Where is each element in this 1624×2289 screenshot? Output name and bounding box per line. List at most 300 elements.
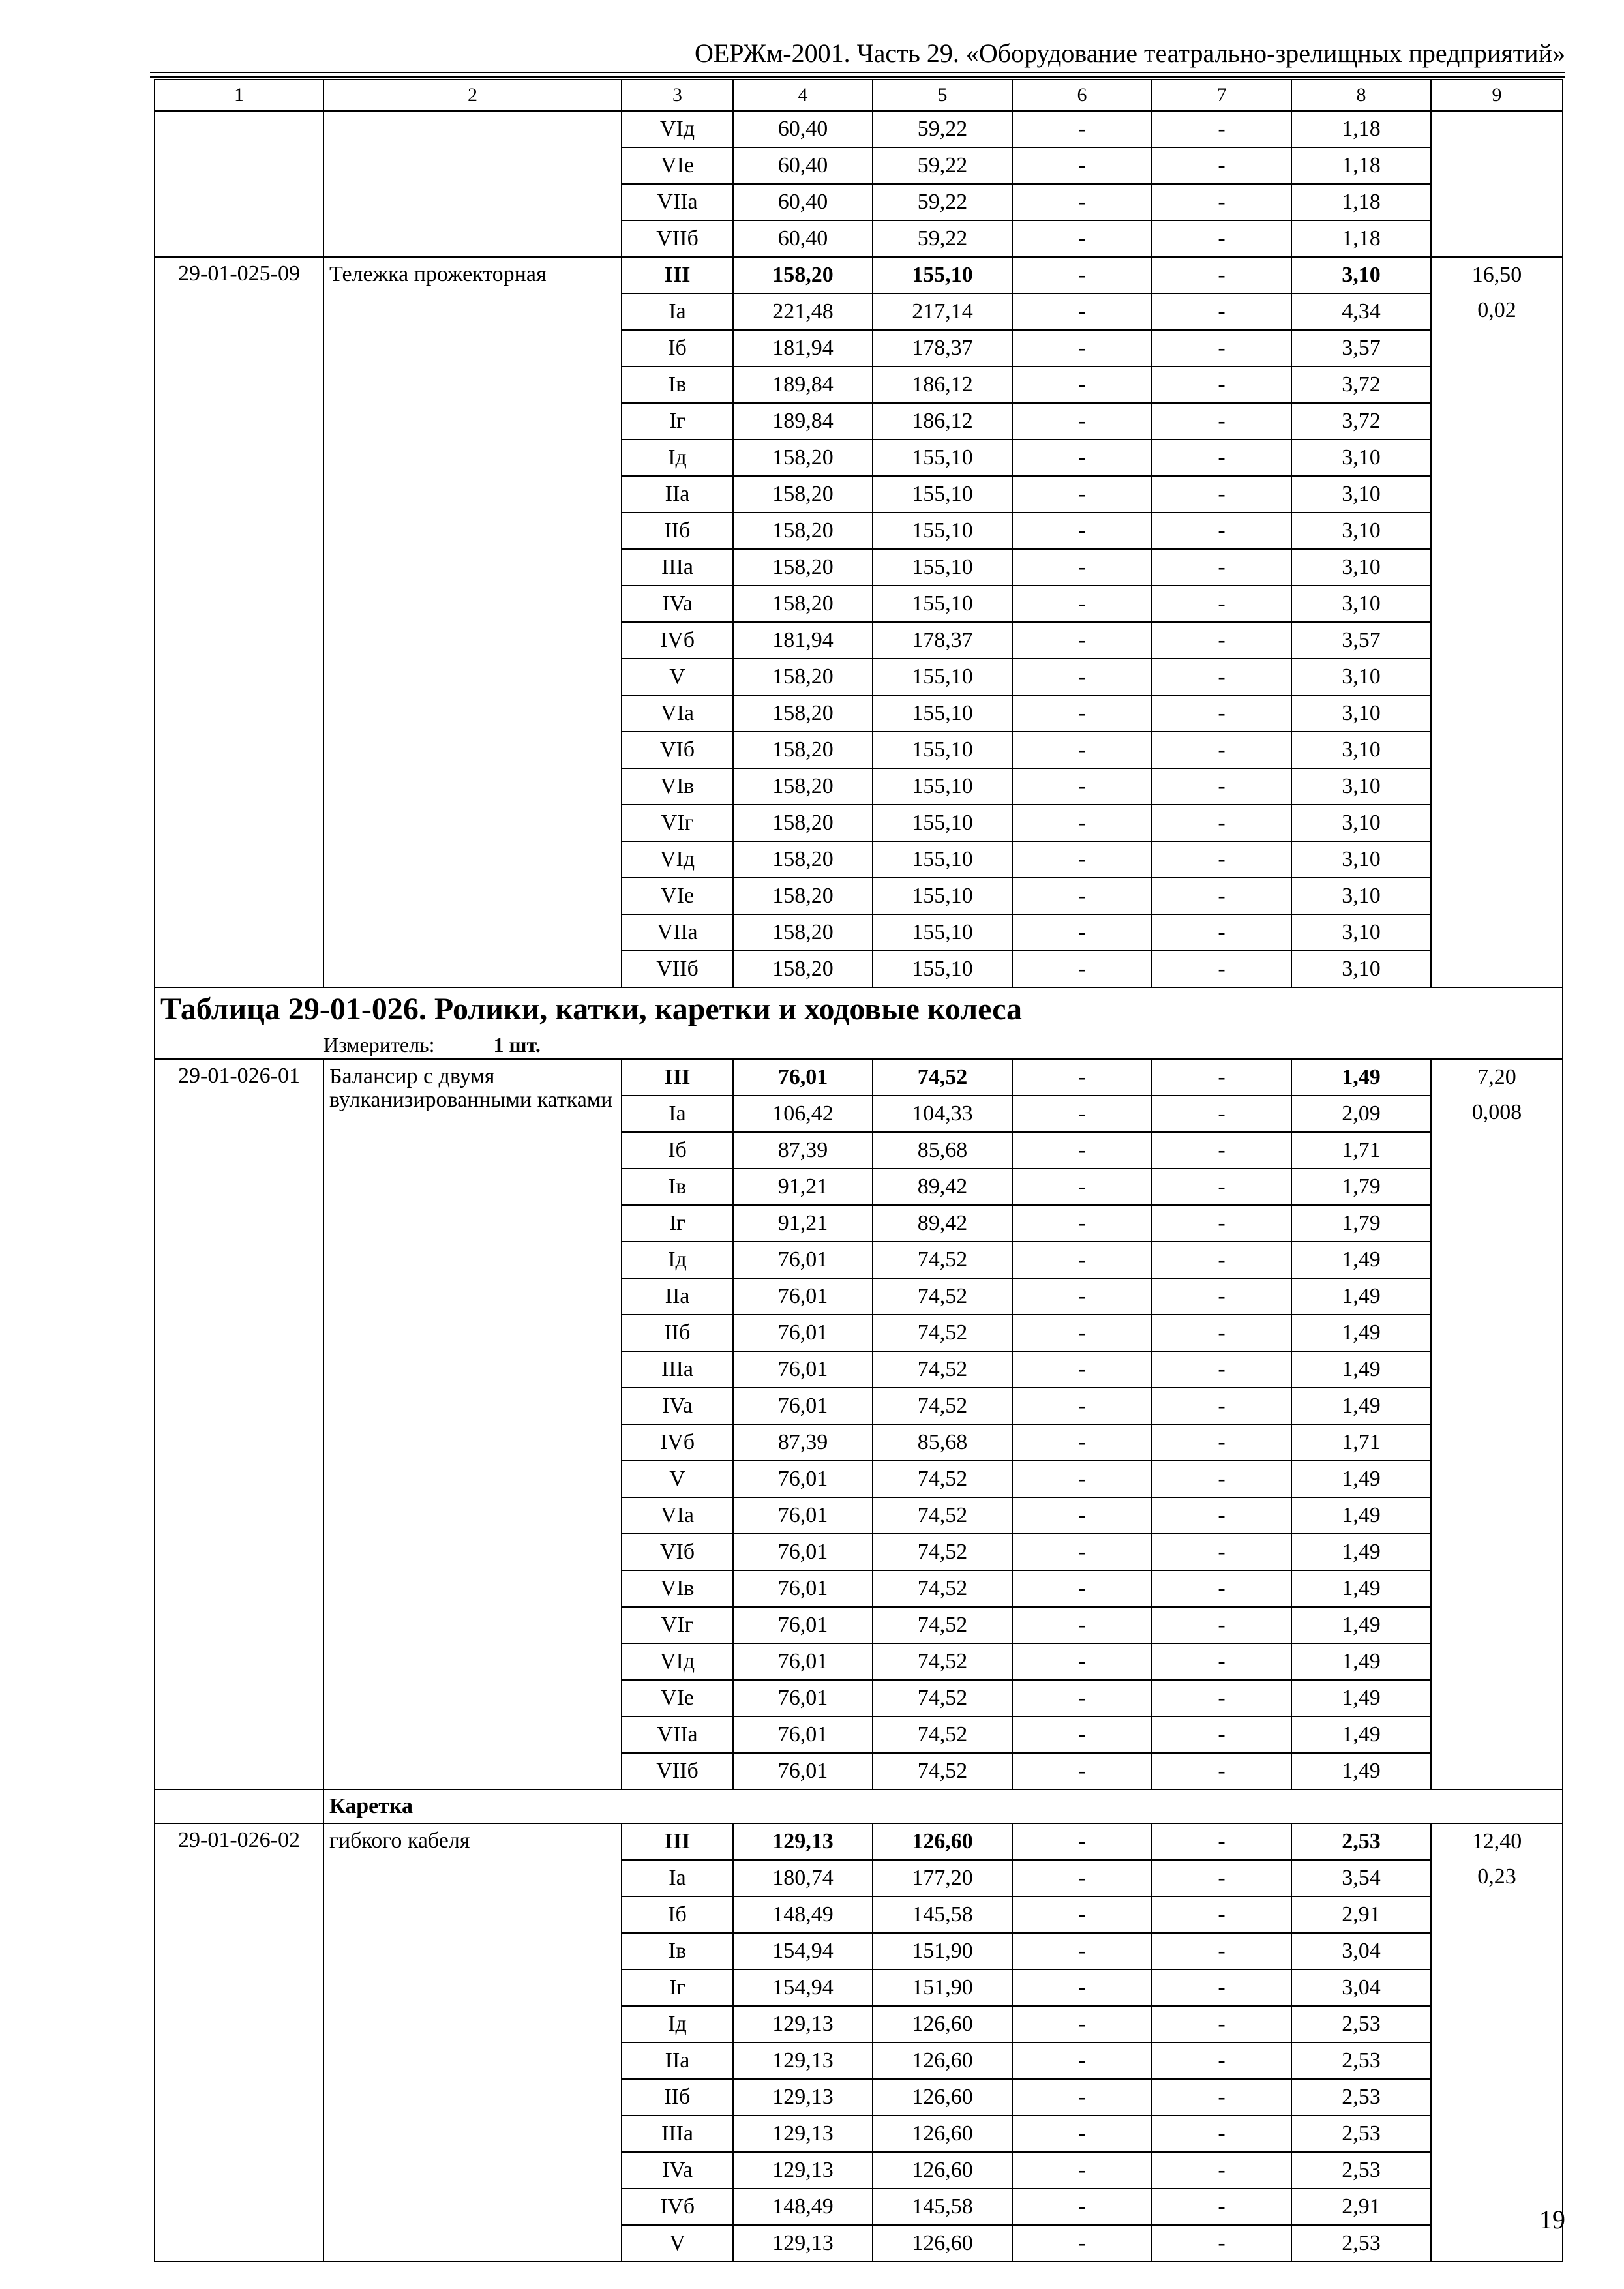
value-cell: - [1152, 184, 1291, 220]
value-cell: - [1152, 1534, 1291, 1570]
value-cell: 151,90 [873, 1933, 1012, 1969]
value-cell: - [1152, 1969, 1291, 2006]
value-cell: - [1012, 147, 1152, 184]
value-cell: - [1152, 2152, 1291, 2189]
value-cell: 3,54 [1291, 1860, 1431, 1896]
value-cell: - [1152, 805, 1291, 841]
value-cell: 76,01 [733, 1315, 873, 1351]
value-cell: 158,20 [733, 878, 873, 914]
value-cell: - [1152, 1933, 1291, 1969]
value-cell: III [622, 1059, 733, 1096]
value-cell: - [1012, 951, 1152, 987]
value-cell: VIa [622, 695, 733, 732]
value-cell: VIIб [622, 220, 733, 257]
value-cell: - [1012, 841, 1152, 878]
value-cell: - [1012, 293, 1152, 330]
value-cell: 74,52 [873, 1753, 1012, 1789]
value-cell: 3,10 [1291, 914, 1431, 951]
value-cell: 74,52 [873, 1607, 1012, 1643]
value-cell: 76,01 [733, 1059, 873, 1096]
value-cell: 2,53 [1291, 1823, 1431, 1860]
header-rule-bottom [150, 76, 1565, 78]
value-cell: 155,10 [873, 476, 1012, 513]
value-cell: - [1012, 1570, 1152, 1607]
value-cell: 3,10 [1291, 476, 1431, 513]
value-cell: 1,49 [1291, 1315, 1431, 1351]
value-cell: 148,49 [733, 2189, 873, 2225]
value-cell: - [1012, 367, 1152, 403]
value-cell: Iд [622, 2006, 733, 2042]
value-cell: 180,74 [733, 1860, 873, 1896]
value-cell: - [1152, 1860, 1291, 1896]
value-cell: 60,40 [733, 147, 873, 184]
value-cell: Iд [622, 1242, 733, 1278]
value-cell: 3,10 [1291, 768, 1431, 805]
value-cell: 155,10 [873, 513, 1012, 549]
value-cell: - [1152, 1059, 1291, 1096]
value-cell: 1,18 [1291, 111, 1431, 147]
value-cell: - [1152, 1169, 1291, 1205]
value-cell: - [1152, 257, 1291, 293]
value-cell: 155,10 [873, 841, 1012, 878]
table-row [155, 111, 1563, 147]
value-cell: - [1152, 1570, 1291, 1607]
value-cell: - [1012, 1096, 1152, 1132]
value-cell: - [1012, 2079, 1152, 2116]
value-cell: IVб [622, 622, 733, 659]
value-cell: - [1012, 732, 1152, 768]
value-cell: - [1152, 732, 1291, 768]
value-cell: Iд [622, 440, 733, 476]
subheading-row [155, 1789, 1563, 1823]
value-cell: 217,14 [873, 293, 1012, 330]
value-cell: 89,42 [873, 1205, 1012, 1242]
value-cell: Iв [622, 367, 733, 403]
value-cell: Ia [622, 1096, 733, 1132]
value-cell: - [1152, 1424, 1291, 1461]
name-cell [323, 111, 622, 257]
value-cell: 74,52 [873, 1680, 1012, 1716]
value-cell: - [1152, 440, 1291, 476]
value-cell: - [1012, 1315, 1152, 1351]
value-cell: 158,20 [733, 476, 873, 513]
value-cell: 3,10 [1291, 732, 1431, 768]
value-cell: 91,21 [733, 1169, 873, 1205]
value-cell: - [1012, 1643, 1152, 1680]
value-cell: - [1012, 914, 1152, 951]
column-number-cell: 6 [1012, 80, 1152, 111]
value-cell: 1,79 [1291, 1205, 1431, 1242]
table-row [155, 1059, 1563, 1096]
value-cell: 1,49 [1291, 1278, 1431, 1315]
value-cell: Iб [622, 1132, 733, 1169]
value-cell: 155,10 [873, 586, 1012, 622]
value-cell: 76,01 [733, 1461, 873, 1497]
value-cell: - [1012, 1680, 1152, 1716]
value-cell: 189,84 [733, 403, 873, 440]
value-cell: 74,52 [873, 1242, 1012, 1278]
value-cell: 1,49 [1291, 1607, 1431, 1643]
value-cell: - [1152, 1205, 1291, 1242]
value-cell: 76,01 [733, 1680, 873, 1716]
value-cell: 178,37 [873, 330, 1012, 367]
value-cell: 126,60 [873, 1823, 1012, 1860]
value-cell: V [622, 659, 733, 695]
value-cell: 74,52 [873, 1461, 1012, 1497]
value-cell: 104,33 [873, 1096, 1012, 1132]
value-cell: 3,10 [1291, 257, 1431, 293]
value-cell: - [1152, 659, 1291, 695]
value-cell: 74,52 [873, 1351, 1012, 1388]
code-cell: 29-01-026-01 [155, 1059, 323, 1789]
rates-table-body [155, 80, 1563, 2262]
value-cell: 74,52 [873, 1643, 1012, 1680]
value-cell: IIa [622, 2042, 733, 2079]
column-number-cell: 2 [323, 80, 622, 111]
value-cell: - [1152, 367, 1291, 403]
meter-rest [733, 1031, 1563, 1059]
value-cell: - [1152, 1823, 1291, 1860]
value-cell: 2,53 [1291, 2152, 1431, 2189]
value-cell: VIд [622, 841, 733, 878]
value-cell: 148,49 [733, 1896, 873, 1933]
column-number-cell: 7 [1152, 80, 1291, 111]
value-cell: 155,10 [873, 732, 1012, 768]
value-cell: 74,52 [873, 1059, 1012, 1096]
col9-value: 0,008 [1471, 1100, 1522, 1124]
value-cell: 60,40 [733, 111, 873, 147]
table-title: Таблица 29-01-026. Ролики, катки, каретки и ходовые колеса [155, 987, 1563, 1031]
col9-cell [1431, 1823, 1563, 2262]
value-cell: - [1012, 440, 1152, 476]
value-cell: 145,58 [873, 1896, 1012, 1933]
col9-value: 7,20 [1477, 1065, 1516, 1089]
value-cell: - [1152, 549, 1291, 586]
value-cell: - [1012, 549, 1152, 586]
value-cell: - [1152, 403, 1291, 440]
value-cell: - [1012, 476, 1152, 513]
value-cell: 2,53 [1291, 2079, 1431, 2116]
value-cell: 158,20 [733, 951, 873, 987]
value-cell: - [1012, 1823, 1152, 1860]
value-cell: 129,13 [733, 2116, 873, 2152]
value-cell: - [1012, 1753, 1152, 1789]
value-cell: 76,01 [733, 1497, 873, 1534]
value-cell: 155,10 [873, 768, 1012, 805]
value-cell: IIa [622, 1278, 733, 1315]
value-cell: - [1012, 622, 1152, 659]
column-number-cell: 4 [733, 80, 873, 111]
value-cell: IVa [622, 586, 733, 622]
value-cell: - [1152, 2042, 1291, 2079]
value-cell: 155,10 [873, 257, 1012, 293]
value-cell: 155,10 [873, 659, 1012, 695]
col9-cell [1431, 1059, 1563, 1789]
code-cell: 29-01-026-02 [155, 1823, 323, 2262]
value-cell: - [1152, 476, 1291, 513]
value-cell: 158,20 [733, 732, 873, 768]
value-cell: 129,13 [733, 1823, 873, 1860]
value-cell: 126,60 [873, 2079, 1012, 2116]
value-cell: - [1012, 1497, 1152, 1534]
value-cell: 85,68 [873, 1132, 1012, 1169]
value-cell: VIв [622, 768, 733, 805]
value-cell: 76,01 [733, 1570, 873, 1607]
value-cell: 76,01 [733, 1351, 873, 1388]
value-cell: Iб [622, 1896, 733, 1933]
value-cell: 76,01 [733, 1242, 873, 1278]
value-cell: 3,10 [1291, 951, 1431, 987]
value-cell: 154,94 [733, 1933, 873, 1969]
value-cell: - [1012, 1132, 1152, 1169]
value-cell: Ia [622, 293, 733, 330]
value-cell: 129,13 [733, 2006, 873, 2042]
value-cell: 155,10 [873, 549, 1012, 586]
value-cell: - [1152, 2189, 1291, 2225]
value-cell: 4,34 [1291, 293, 1431, 330]
value-cell: IIIa [622, 549, 733, 586]
value-cell: 1,49 [1291, 1059, 1431, 1096]
value-cell: VIб [622, 1534, 733, 1570]
column-number-cell: 9 [1431, 80, 1563, 111]
value-cell: - [1152, 147, 1291, 184]
meter-row [155, 1031, 1563, 1059]
value-cell: 59,22 [873, 184, 1012, 220]
value-cell: - [1012, 878, 1152, 914]
value-cell: 1,49 [1291, 1643, 1431, 1680]
value-cell: - [1012, 1461, 1152, 1497]
value-cell: 3,10 [1291, 805, 1431, 841]
table-row [155, 1823, 1563, 1860]
value-cell: 85,68 [873, 1424, 1012, 1461]
value-cell: 74,52 [873, 1716, 1012, 1753]
value-cell: 129,13 [733, 2042, 873, 2079]
value-cell: 1,71 [1291, 1132, 1431, 1169]
value-cell: 178,37 [873, 622, 1012, 659]
value-cell: - [1152, 1242, 1291, 1278]
value-cell: 158,20 [733, 768, 873, 805]
meter-unit: 1 шт. [493, 1033, 541, 1056]
value-cell: 74,52 [873, 1570, 1012, 1607]
value-cell: VIIб [622, 1753, 733, 1789]
value-cell: IIб [622, 513, 733, 549]
col9-cell [1431, 111, 1563, 257]
rates-table [154, 79, 1563, 2262]
value-cell: - [1152, 768, 1291, 805]
value-cell: - [1012, 2152, 1152, 2189]
value-cell: 3,04 [1291, 1969, 1431, 2006]
value-cell: VIa [622, 1497, 733, 1534]
value-cell: 3,10 [1291, 695, 1431, 732]
value-cell: 129,13 [733, 2079, 873, 2116]
value-cell: - [1012, 1534, 1152, 1570]
value-cell: 59,22 [873, 111, 1012, 147]
value-cell: - [1152, 1096, 1291, 1132]
value-cell: - [1012, 2225, 1152, 2262]
value-cell: 1,18 [1291, 220, 1431, 257]
value-cell: 3,10 [1291, 586, 1431, 622]
value-cell: 158,20 [733, 257, 873, 293]
value-cell: 74,52 [873, 1388, 1012, 1424]
value-cell: III [622, 257, 733, 293]
value-cell: - [1012, 586, 1152, 622]
meter-cell [323, 1031, 733, 1059]
value-cell: - [1152, 111, 1291, 147]
value-cell: 186,12 [873, 367, 1012, 403]
value-cell: IVa [622, 2152, 733, 2189]
value-cell: 74,52 [873, 1315, 1012, 1351]
value-cell: 158,20 [733, 659, 873, 695]
column-number-cell: 3 [622, 80, 733, 111]
value-cell: 158,20 [733, 440, 873, 476]
value-cell: - [1152, 1643, 1291, 1680]
value-cell: VIIa [622, 1716, 733, 1753]
value-cell: 3,10 [1291, 841, 1431, 878]
value-cell: - [1152, 622, 1291, 659]
column-number-cell: 1 [155, 80, 323, 111]
value-cell: - [1012, 805, 1152, 841]
value-cell: - [1152, 2006, 1291, 2042]
value-cell: 155,10 [873, 914, 1012, 951]
value-cell: - [1012, 111, 1152, 147]
value-cell: 1,49 [1291, 1461, 1431, 1497]
value-cell: - [1152, 1680, 1291, 1716]
value-cell: VIe [622, 878, 733, 914]
value-cell: 1,49 [1291, 1680, 1431, 1716]
value-cell: - [1152, 951, 1291, 987]
value-cell: - [1152, 293, 1291, 330]
value-cell: 126,60 [873, 2225, 1012, 2262]
value-cell: - [1152, 841, 1291, 878]
value-cell: IIб [622, 2079, 733, 2116]
value-cell: 155,10 [873, 695, 1012, 732]
value-cell: Iв [622, 1933, 733, 1969]
value-cell: VIIб [622, 951, 733, 987]
value-cell: VIIa [622, 914, 733, 951]
value-cell: - [1152, 878, 1291, 914]
value-cell: - [1152, 1278, 1291, 1315]
value-cell: 2,53 [1291, 2042, 1431, 2079]
value-cell: 2,09 [1291, 1096, 1431, 1132]
value-cell: - [1012, 1607, 1152, 1643]
value-cell: 76,01 [733, 1753, 873, 1789]
value-cell: 129,13 [733, 2152, 873, 2189]
value-cell: - [1012, 768, 1152, 805]
value-cell: IVб [622, 2189, 733, 2225]
subheading-label: Каретка [323, 1789, 1563, 1823]
value-cell: - [1012, 2006, 1152, 2042]
col9-value: 12,40 [1471, 1829, 1522, 1853]
value-cell: 145,58 [873, 2189, 1012, 2225]
value-cell: 3,57 [1291, 622, 1431, 659]
value-cell: 60,40 [733, 220, 873, 257]
value-cell: 89,42 [873, 1169, 1012, 1205]
value-cell: - [1152, 1351, 1291, 1388]
value-cell: VIг [622, 1607, 733, 1643]
meter-label: Измеритель: [323, 1033, 435, 1056]
value-cell: - [1152, 220, 1291, 257]
value-cell: III [622, 1823, 733, 1860]
col9-value: 0,23 [1477, 1864, 1516, 1889]
value-cell: - [1012, 403, 1152, 440]
value-cell: VIe [622, 1680, 733, 1716]
code-cell [155, 111, 323, 257]
value-cell: 3,10 [1291, 659, 1431, 695]
name-cell: Балансир с двумя вулканизированными катками [323, 1059, 622, 1789]
value-cell: - [1152, 586, 1291, 622]
value-cell: - [1152, 330, 1291, 367]
value-cell: 74,52 [873, 1497, 1012, 1534]
value-cell: 155,10 [873, 440, 1012, 476]
value-cell: VIв [622, 1570, 733, 1607]
value-cell: 158,20 [733, 549, 873, 586]
col9-cell [1431, 257, 1563, 987]
value-cell: - [1012, 330, 1152, 367]
value-cell: - [1012, 1059, 1152, 1096]
value-cell: Ia [622, 1860, 733, 1896]
page-header-title: ОЕРЖм-2001. Часть 29. «Оборудование театрально-зрелищных предприятий» [694, 38, 1565, 68]
value-cell: - [1152, 695, 1291, 732]
value-cell: 1,18 [1291, 184, 1431, 220]
value-cell: 158,20 [733, 586, 873, 622]
value-cell: 3,57 [1291, 330, 1431, 367]
value-cell: - [1012, 257, 1152, 293]
value-cell: IIIa [622, 1351, 733, 1388]
value-cell: 59,22 [873, 220, 1012, 257]
value-cell: 3,72 [1291, 367, 1431, 403]
value-cell: IIIa [622, 2116, 733, 2152]
value-cell: 158,20 [733, 841, 873, 878]
name-cell: Тележка прожекторная [323, 257, 622, 987]
value-cell: - [1012, 1351, 1152, 1388]
value-cell: 154,94 [733, 1969, 873, 2006]
value-cell: 1,49 [1291, 1388, 1431, 1424]
table-title-row [155, 987, 1563, 1031]
meter-spacer [155, 1031, 323, 1059]
value-cell: - [1012, 2116, 1152, 2152]
value-cell: - [1012, 513, 1152, 549]
value-cell: 87,39 [733, 1132, 873, 1169]
value-cell: 1,49 [1291, 1753, 1431, 1789]
value-cell: VIIa [622, 184, 733, 220]
value-cell: Iв [622, 1169, 733, 1205]
value-cell: 181,94 [733, 330, 873, 367]
value-cell: 74,52 [873, 1534, 1012, 1570]
value-cell: 177,20 [873, 1860, 1012, 1896]
value-cell: - [1012, 1424, 1152, 1461]
value-cell: 1,49 [1291, 1351, 1431, 1388]
value-cell: 158,20 [733, 513, 873, 549]
value-cell: - [1012, 1242, 1152, 1278]
subheading-code-cell [155, 1789, 323, 1823]
value-cell: 129,13 [733, 2225, 873, 2262]
value-cell: VIд [622, 1643, 733, 1680]
value-cell: - [1012, 1896, 1152, 1933]
value-cell: - [1152, 1132, 1291, 1169]
value-cell: - [1012, 1169, 1152, 1205]
value-cell: IVб [622, 1424, 733, 1461]
value-cell: - [1152, 1753, 1291, 1789]
value-cell: - [1152, 914, 1291, 951]
value-cell: 1,79 [1291, 1169, 1431, 1205]
name-cell: гибкого кабеля [323, 1823, 622, 2262]
table-row [155, 257, 1563, 293]
value-cell: 181,94 [733, 622, 873, 659]
value-cell: Iг [622, 403, 733, 440]
value-cell: - [1012, 695, 1152, 732]
value-cell: 1,49 [1291, 1497, 1431, 1534]
value-cell: - [1012, 220, 1152, 257]
